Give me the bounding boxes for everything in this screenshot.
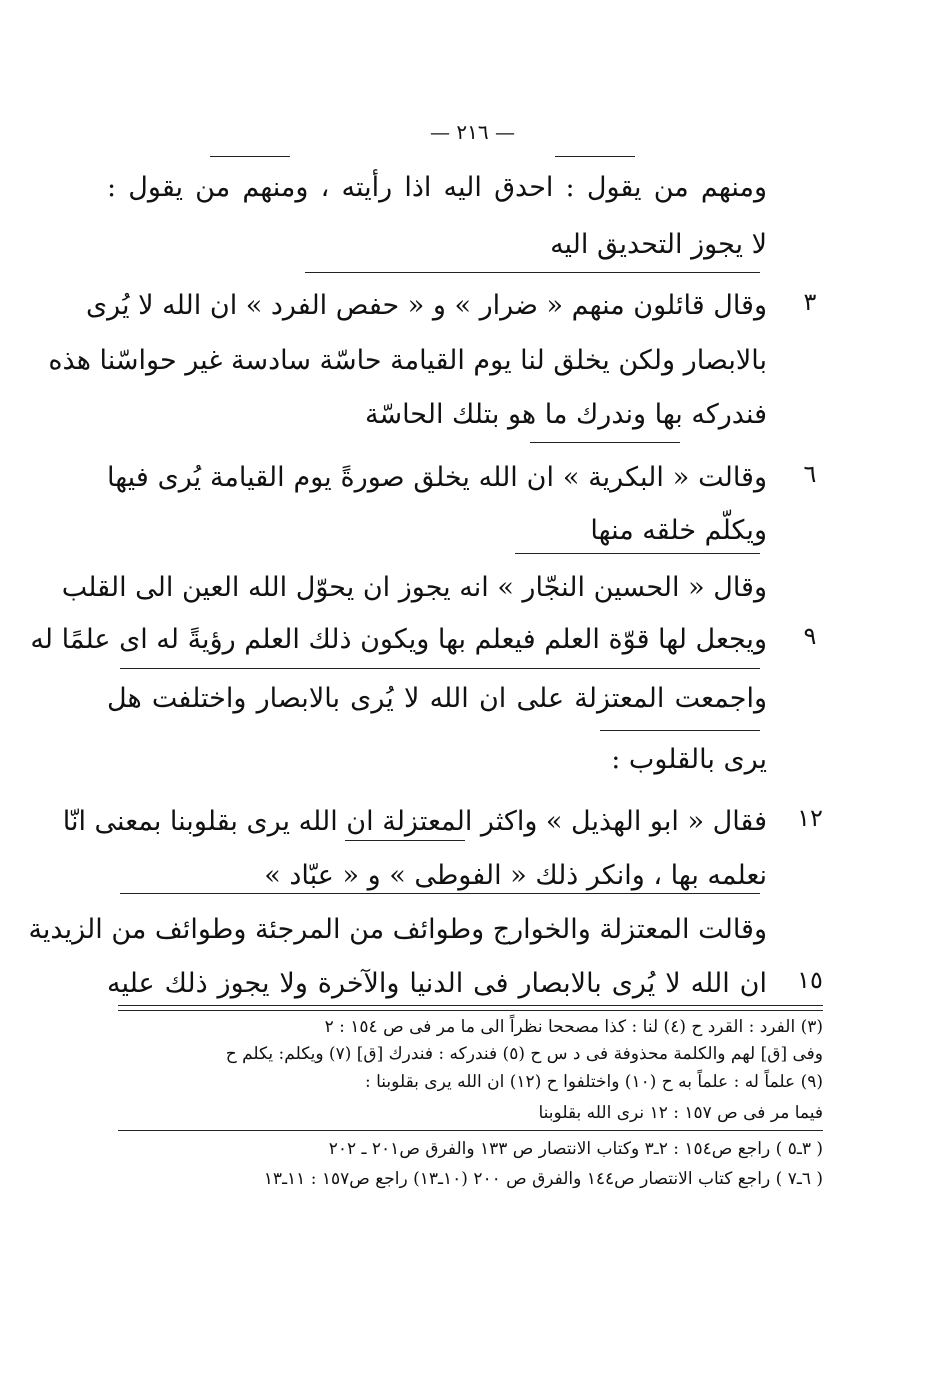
references-separator <box>118 1130 823 1131</box>
text-line: نعلمه بها ، وانكر ذلك « الفوطى » و « عبّاد » <box>264 860 767 891</box>
overline-rule <box>210 156 290 157</box>
text-line: ومنهم من يقول : احدق اليه اذا رأيته ، ومنهم من يقول : <box>107 172 767 203</box>
footnote-line: فيما مر فى ص ١٥٧ : ١٢ نرى الله بقلوبنا <box>538 1103 823 1123</box>
overline-rule <box>305 272 760 273</box>
line-number: ٣ <box>803 288 817 316</box>
text-line: واجمعت المعتزلة على ان الله لا يُرى بالابصار واختلفت هل <box>107 683 767 714</box>
overline-rule <box>600 730 760 731</box>
text-line: فندركه بها وندرك ما هو بتلك الحاسّة <box>364 399 767 430</box>
footnote-line: وفى [ق] لهم والكلمة محذوفة فى د س ح (٥) فندركه : فندرك [ق] (٧) ويكلم: يكلم ح <box>225 1044 823 1064</box>
line-number: ٦ <box>803 460 817 488</box>
text-line: يرى بالقلوب : <box>611 744 767 775</box>
text-line: فقال « ابو الهذيل » واكثر المعتزلة ان الله يرى بقلوبنا بمعنى انّا <box>62 806 767 837</box>
footnote-separator <box>118 1010 823 1011</box>
overline-rule <box>515 553 760 554</box>
reference-line: ( ٣ـ٥ ) راجع ص١٥٤ : ٢ـ٣ وكتاب الانتصار ص ١٣٣ والفرق ص٢٠١ ـ ٢٠٢ <box>328 1139 823 1159</box>
text-line: وقال قائلون منهم « ضرار » و « حفص الفرد » ان الله لا يُرى <box>86 290 767 321</box>
text-line: بالابصار ولكن يخلق لنا يوم القيامة حاسّة سادسة غير حواسّنا هذه <box>48 345 767 376</box>
line-number: ٩ <box>803 622 817 650</box>
line-number: ١٢ <box>797 804 823 832</box>
overline-rule <box>120 668 760 669</box>
page-number: — ٢١٦ — <box>430 120 515 144</box>
footnote-separator <box>118 1005 823 1006</box>
text-line: وقالت المعتزلة والخوارج وطوائف من المرجئة وطوائف من الزيدية <box>28 914 767 945</box>
overline-rule <box>530 442 680 443</box>
line-number: ١٥ <box>797 966 823 994</box>
overline-rule <box>555 156 635 157</box>
footnote-line: (٣) الفرد : القرد ح (٤) لنا : كذا مصححا نظراً الى ما مر فى ص ١٥٤ : ٢ <box>324 1017 823 1037</box>
text-line: وقال « الحسين النجّار » انه يجوز ان يحوّل الله العين الى القلب <box>61 572 767 603</box>
text-line: ان الله لا يُرى بالابصار فى الدنيا والآخرة ولا يجوز ذلك عليه <box>107 968 767 999</box>
reference-line: ( ٦ـ٧ ) راجع كتاب الانتصار ص١٤٤ والفرق ص ٢٠٠ (١٠ـ١٣) راجع ص١٥٧ : ١١ـ١٣ <box>263 1169 823 1189</box>
text-line: ويكلّم خلقه منها <box>590 515 767 546</box>
text-line: ويجعل لها قوّة العلم فيعلم بها ويكون ذلك العلم رؤيةً له اى علمًا له <box>30 624 767 655</box>
text-line: لا يجوز التحديق اليه <box>550 229 767 260</box>
text-line: وقالت « البكرية » ان الله يخلق صورةً يوم القيامة يُرى فيها <box>107 462 767 493</box>
footnote-line: (٩) علماً له : علماً به ح (١٠) واختلفوا ح (١٢) ان الله يرى بقلوبنا : <box>364 1072 823 1092</box>
